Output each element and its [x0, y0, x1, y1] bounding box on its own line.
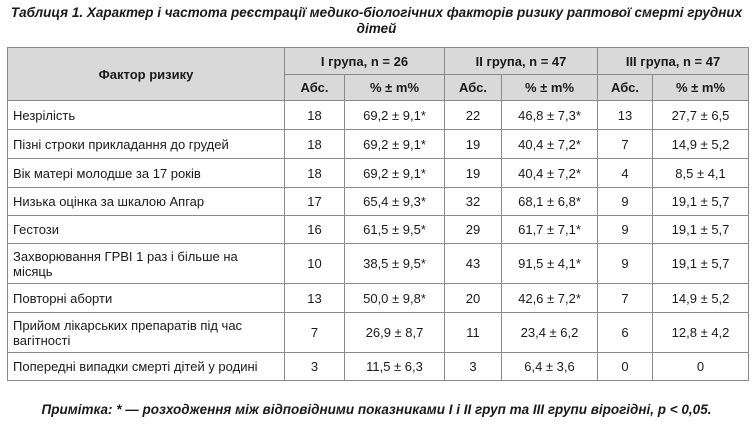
header-abs: Абс. [285, 75, 345, 101]
table-row [8, 353, 749, 381]
pct-cell: 14,9 ± 5,2 [653, 284, 749, 313]
pct-cell: 12,8 ± 4,2 [653, 313, 749, 353]
table-row [8, 159, 749, 188]
pct-cell: 19,1 ± 5,7 [653, 188, 749, 216]
pct-cell: 19,1 ± 5,7 [653, 244, 749, 284]
abs-cell: 4 [598, 159, 653, 188]
factor-cell: Попередні випадки смерті дітей у родині [8, 353, 285, 381]
abs-cell: 11 [445, 313, 502, 353]
pct-cell: 61,5 ± 9,5* [345, 216, 445, 244]
factor-cell: Захворювання ГРВІ 1 раз і більше на місяць [8, 244, 285, 284]
pct-cell: 14,9 ± 5,2 [653, 130, 749, 159]
factor-cell: Вік матері молодше за 17 років [8, 159, 285, 188]
pct-cell: 68,1 ± 6,8* [502, 188, 598, 216]
abs-cell: 7 [285, 313, 345, 353]
pct-cell: 42,6 ± 7,2* [502, 284, 598, 313]
abs-cell: 13 [285, 284, 345, 313]
abs-cell: 18 [285, 101, 345, 130]
abs-cell: 6 [598, 313, 653, 353]
risk-factors-table [7, 47, 749, 381]
pct-cell: 61,7 ± 7,1* [502, 216, 598, 244]
header-abs: Абс. [598, 75, 653, 101]
header-pct: % ± m% [502, 75, 598, 101]
header-abs: Абс. [445, 75, 502, 101]
header-group-2: ІІ група, n = 47 [445, 48, 598, 75]
header-group-1: І група, n = 26 [285, 48, 445, 75]
pct-cell: 0 [653, 353, 749, 381]
factor-cell: Низька оцінка за шкалою Апгар [8, 188, 285, 216]
abs-cell: 3 [445, 353, 502, 381]
abs-cell: 20 [445, 284, 502, 313]
table-note: Примітка: * — розходження між відповідними показниками І і ІІ груп та ІІІ групи вірогідні, р < 0,05. [41, 402, 712, 417]
pct-cell: 38,5 ± 9,5* [345, 244, 445, 284]
abs-cell: 7 [598, 130, 653, 159]
abs-cell: 19 [445, 130, 502, 159]
factor-cell: Прийом лікарських препаратів під час вагітності [8, 313, 285, 353]
header-group-3: ІІІ група, n = 47 [598, 48, 749, 75]
header-pct: % ± m% [345, 75, 445, 101]
pct-cell: 8,5 ± 4,1 [653, 159, 749, 188]
table-row [8, 130, 749, 159]
abs-cell: 3 [285, 353, 345, 381]
abs-cell: 19 [445, 159, 502, 188]
abs-cell: 43 [445, 244, 502, 284]
pct-cell: 6,4 ± 3,6 [502, 353, 598, 381]
pct-cell: 69,2 ± 9,1* [345, 159, 445, 188]
abs-cell: 32 [445, 188, 502, 216]
pct-cell: 27,7 ± 6,5 [653, 101, 749, 130]
abs-cell: 10 [285, 244, 345, 284]
pct-cell: 69,2 ± 9,1* [345, 101, 445, 130]
table-row [8, 313, 749, 353]
abs-cell: 0 [598, 353, 653, 381]
pct-cell: 65,4 ± 9,3* [345, 188, 445, 216]
pct-cell: 50,0 ± 9,8* [345, 284, 445, 313]
abs-cell: 29 [445, 216, 502, 244]
header-factor: Фактор ризику [8, 48, 285, 101]
factor-cell: Повторні аборти [8, 284, 285, 313]
table-row [8, 244, 749, 284]
table-row [8, 216, 749, 244]
table-caption: Таблиця 1. Характер і частота реєстрації медико-біологічних факторів ризику раптової смерті грудних дітей [10, 5, 743, 36]
abs-cell: 18 [285, 130, 345, 159]
abs-cell: 9 [598, 216, 653, 244]
factor-cell: Пізні строки прикладання до грудей [8, 130, 285, 159]
abs-cell: 22 [445, 101, 502, 130]
pct-cell: 26,9 ± 8,7 [345, 313, 445, 353]
pct-cell: 40,4 ± 7,2* [502, 159, 598, 188]
table-row [8, 284, 749, 313]
abs-cell: 16 [285, 216, 345, 244]
abs-cell: 17 [285, 188, 345, 216]
abs-cell: 9 [598, 188, 653, 216]
abs-cell: 7 [598, 284, 653, 313]
pct-cell: 19,1 ± 5,7 [653, 216, 749, 244]
pct-cell: 40,4 ± 7,2* [502, 130, 598, 159]
pct-cell: 11,5 ± 6,3 [345, 353, 445, 381]
pct-cell: 91,5 ± 4,1* [502, 244, 598, 284]
abs-cell: 13 [598, 101, 653, 130]
abs-cell: 18 [285, 159, 345, 188]
factor-cell: Незрілість [8, 101, 285, 130]
pct-cell: 23,4 ± 6,2 [502, 313, 598, 353]
factor-cell: Гестози [8, 216, 285, 244]
table-row [8, 188, 749, 216]
header-pct: % ± m% [653, 75, 749, 101]
abs-cell: 9 [598, 244, 653, 284]
pct-cell: 69,2 ± 9,1* [345, 130, 445, 159]
pct-cell: 46,8 ± 7,3* [502, 101, 598, 130]
table-row [8, 101, 749, 130]
